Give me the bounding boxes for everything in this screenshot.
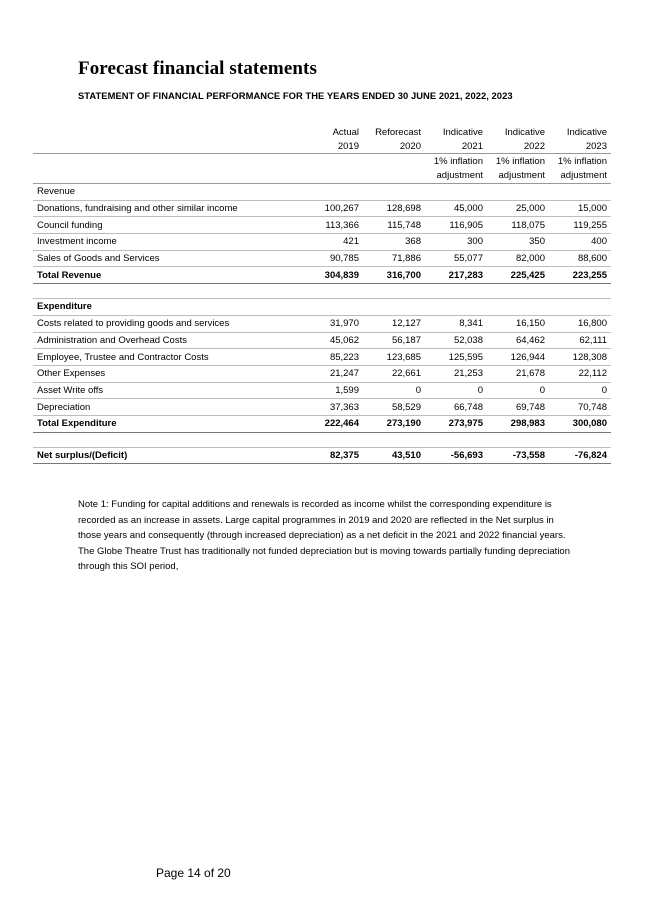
table-row: Costs related to providing goods and services 31,970 12,127 8,341 16,150 16,800 — [33, 315, 611, 332]
inflation-label: 1% inflation — [557, 155, 607, 167]
spacer-row — [33, 284, 611, 299]
row-label: Costs related to providing goods and services — [33, 315, 301, 332]
adjustment-note-row — [33, 168, 611, 184]
inflation-label: 1% inflation — [495, 155, 545, 167]
adjustment-label: adjustment — [549, 168, 611, 184]
total-expenditure-row: Total Expenditure 222,464 273,190 273,975 298,983 300,080 — [33, 415, 611, 432]
row-label: Total Revenue — [33, 267, 301, 284]
row-label: Administration and Overhead Costs — [33, 332, 301, 349]
inflation-label: 1% inflation — [433, 155, 483, 167]
adjustment-label: adjustment — [487, 168, 549, 184]
column-header: Reforecast — [375, 127, 421, 138]
row-label: Net surplus/(Deficit) — [33, 447, 301, 464]
table-row: Council funding 113,366 115,748 116,905 118,075 119,255 — [33, 217, 611, 234]
table-row: Asset Write offs 1,599 0 0 0 0 — [33, 382, 611, 399]
row-label: Other Expenses — [33, 365, 301, 382]
column-year-row — [33, 138, 611, 154]
adjustment-label: adjustment — [425, 168, 487, 184]
table-row: Employee, Trustee and Contractor Costs 85,223 123,685 125,595 126,944 128,308 — [33, 349, 611, 366]
net-surplus-row: Net surplus/(Deficit) 82,375 43,510 -56,693 -73,558 -76,824 — [33, 447, 611, 464]
column-year: 2020 — [363, 138, 425, 154]
column-header: Indicative — [566, 127, 607, 138]
row-label: Employee, Trustee and Contractor Costs — [33, 349, 301, 366]
column-header: Indicative — [442, 127, 483, 138]
page-title: Forecast financial statements — [78, 58, 317, 79]
column-year: 2022 — [487, 138, 549, 154]
spacer-row — [33, 432, 611, 447]
row-label: Sales of Goods and Services — [33, 250, 301, 267]
row-label: Total Expenditure — [33, 415, 301, 432]
column-year: 2019 — [301, 138, 363, 154]
row-label: Asset Write offs — [33, 382, 301, 399]
table-row: Other Expenses 21,247 22,661 21,253 21,678 22,112 — [33, 365, 611, 382]
column-year: 2021 — [425, 138, 487, 154]
inflation-note-row — [33, 154, 611, 169]
expenditure-section-label: Expenditure — [33, 299, 611, 316]
column-header: Indicative — [504, 127, 545, 138]
column-year: 2023 — [549, 138, 611, 154]
table-row: Depreciation 37,363 58,529 66,748 69,748 70,748 — [33, 399, 611, 416]
statement-subtitle: STATEMENT OF FINANCIAL PERFORMANCE FOR THE YEARS ENDED 30 JUNE 2021, 2022, 2023 — [78, 90, 513, 101]
row-label: Donations, fundraising and other similar income — [33, 200, 301, 217]
row-label: Depreciation — [33, 399, 301, 416]
revenue-section-label: Revenue — [33, 184, 611, 201]
footnote: Note 1: Funding for capital additions and renewals is recorded as income whilst the corresponding expenditure is recorded as an increase in assets. Large capital programmes in 2019 and 2020 are reflected in the Net surplus in those years and consequently (through increased depreciation) as a net deficit in the 2021 and 2022 financial years. The Globe Theatre Trust has traditionally not funded depreciation but is moving towards partially funding depreciation through this SOI period, — [78, 499, 571, 573]
table-row: Administration and Overhead Costs 45,062 56,187 52,038 64,462 62,111 — [33, 332, 611, 349]
total-revenue-row: Total Revenue 304,839 316,700 217,283 225,425 223,255 — [33, 267, 611, 284]
row-label: Council funding — [33, 217, 301, 234]
table-row: Donations, fundraising and other similar income 100,267 128,698 45,000 25,000 15,000 — [33, 200, 611, 217]
page-number: Page 14 of 20 — [156, 866, 231, 880]
column-header: Actual — [332, 127, 359, 138]
row-label: Investment income — [33, 234, 301, 251]
column-header-row — [33, 124, 611, 138]
table-row: Investment income 421 368 300 350 400 — [33, 234, 611, 251]
financial-performance-table — [33, 124, 611, 464]
table-row: Sales of Goods and Services 90,785 71,886 55,077 82,000 88,600 — [33, 250, 611, 267]
